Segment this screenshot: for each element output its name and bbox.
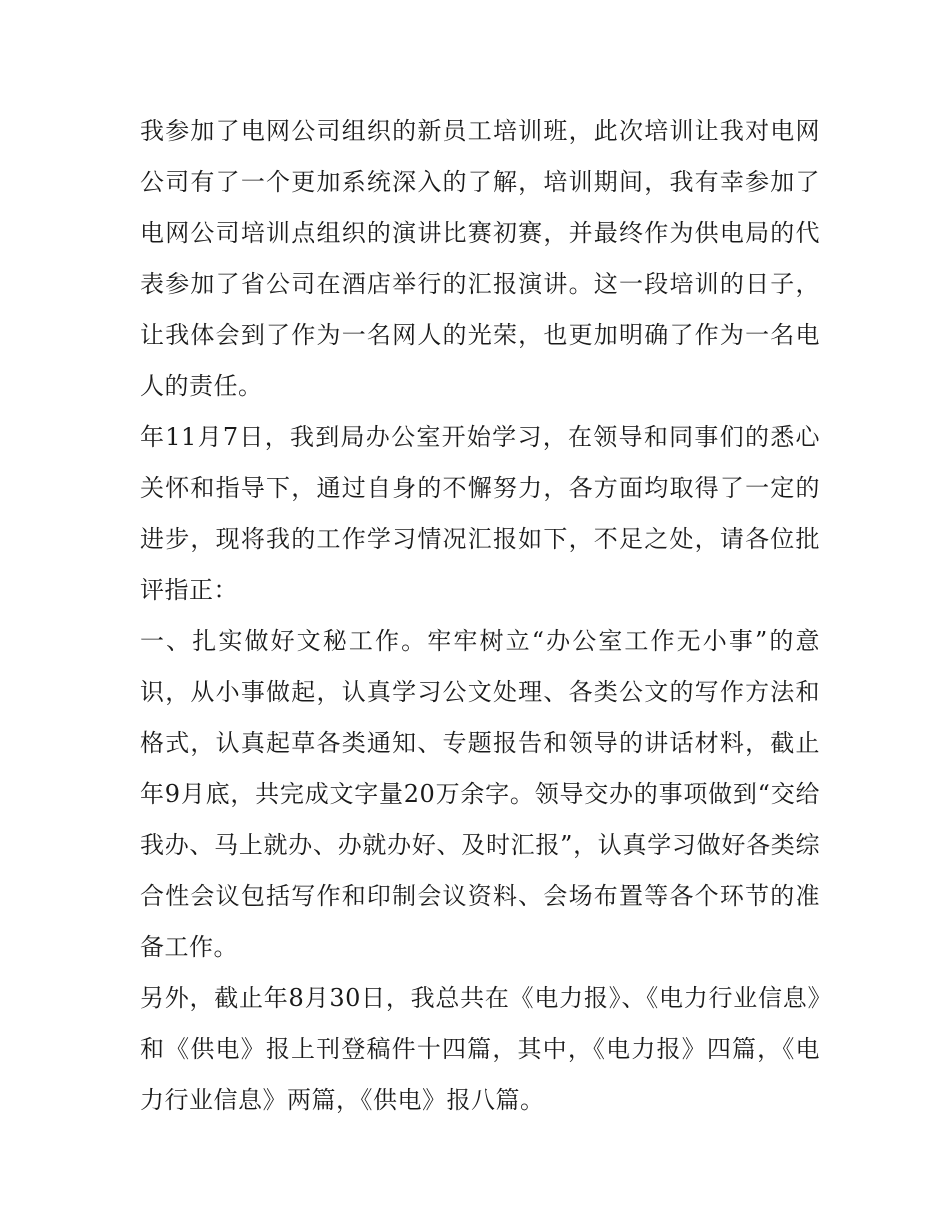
- paragraph-secretarial-work: 一、扎实做好文秘工作。牢牢树立“办公室工作无小事”的意识，从小事做起，认真学习公文处理、各类公文的写作方法和格式，认真起草各类通知、专题报告和领导的讲话材料，截止年9月底，共完成文字量20万余字。领导交办的事项做到“交给我办、马上就办、办就办好、及时汇报”，认真学习做好各类综合性会议包括写作和印制会议资料、会场布置等各个环节的准备工作。: [140, 627, 820, 961]
- document-body: [140, 106, 820, 1126]
- paragraph-training: 我参加了电网公司组织的新员工培训班，此次培训让我对电网公司有了一个更加系统深入的了解，培训期间，我有幸参加了电网公司培训点组织的演讲比赛初赛，并最终作为供电局的代表参加了省公司在酒店举行的汇报演讲。这一段培训的日子，让我体会到了作为一名网人的光荣，也更加明确了作为一名电人的责任。: [140, 117, 820, 400]
- paragraph-publications: 另外，截止年8月30日，我总共在《电力报》、《电力行业信息》和《供电》报上刊登稿件十四篇，其中，《电力报》四篇，《电力行业信息》两篇，《供电》报八篇。: [140, 984, 820, 1114]
- paragraph-office-start: 年11月7日，我到局办公室开始学习，在领导和同事们的悉心关怀和指导下，通过自身的不懈努力，各方面均取得了一定的进步，现将我的工作学习情况汇报如下，不足之处，请各位批评指正：: [140, 423, 820, 604]
